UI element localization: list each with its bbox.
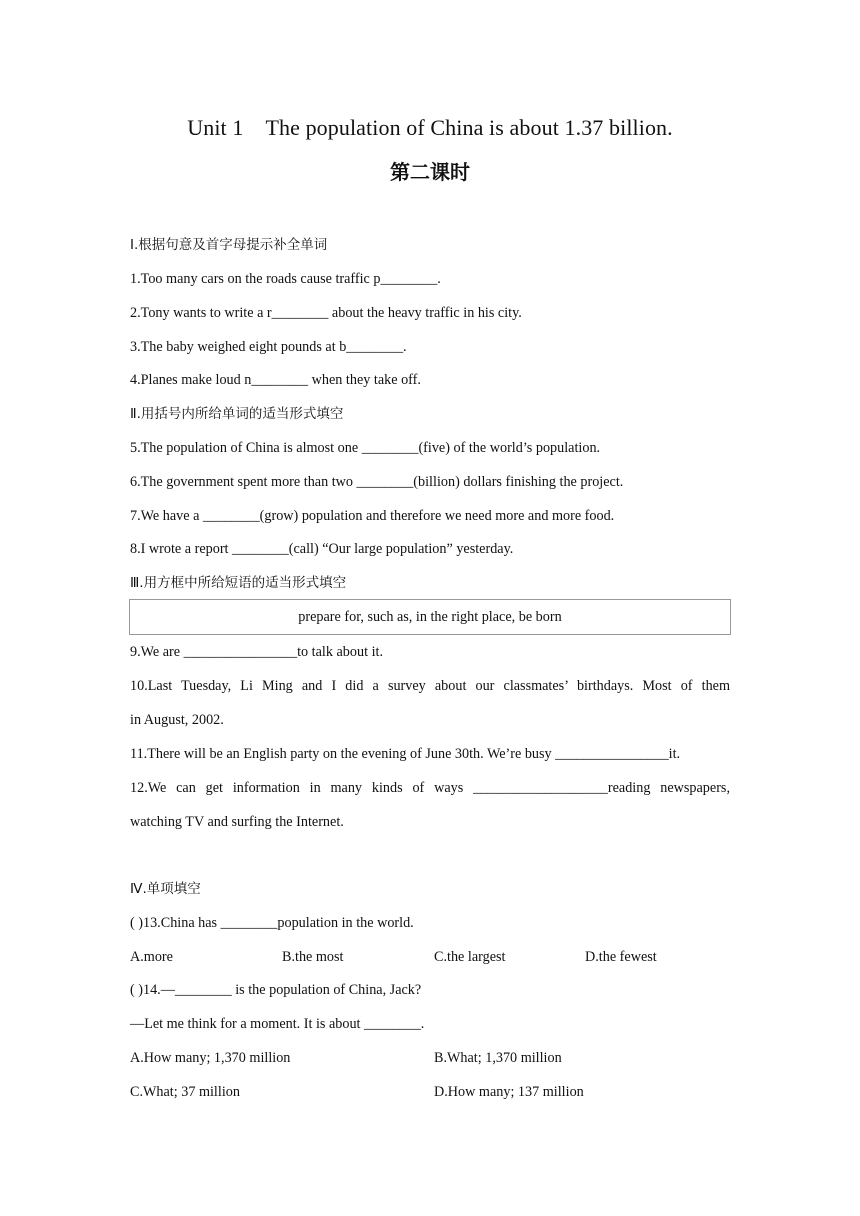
q13-option-d: D.the fewest [585,949,657,965]
question-2: 2.Tony wants to write a r________ about the heavy traffic in his city. [130,305,522,321]
section-4-heading: Ⅳ.单项填空 [130,881,201,897]
section-3-heading: Ⅲ.用方框中所给短语的适当形式填空 [130,575,347,591]
q14-option-c: C.What; 37 million [130,1084,240,1100]
q13-option-b: B.the most [282,949,344,965]
question-3: 3.The baby weighed eight pounds at b________. [130,339,407,355]
q14-option-a: A.How many; 1,370 million [130,1050,291,1066]
question-6: 6.The government spent more than two ________(billion) dollars finishing the project. [130,474,624,490]
question-10-line-1: 10.Last Tuesday, Li Ming and I did a survey about our classmates’ birthdays. Most of them [130,678,730,694]
question-10-line-2: in August, 2002. [130,712,224,728]
q14-option-d: D.How many; 137 million [434,1084,584,1100]
page-title [0,112,860,144]
unit-title: The population of China is about 1.37 billion. [265,115,673,140]
question-1: 1.Too many cars on the roads cause traffic p________. [130,271,441,287]
lesson-subtitle: 第二课时 [390,160,470,184]
question-14: ( )14.—________ is the population of China, Jack? [130,982,422,998]
question-4: 4.Planes make loud n________ when they take off. [130,372,421,388]
question-12-line-1: 12.We can get information in many kinds of ways ___________________reading newspapers, [130,780,730,796]
question-5: 5.The population of China is almost one ________(five) of the world’s population. [130,440,601,456]
question-9: 9.We are ________________to talk about it. [130,644,384,660]
unit-label: Unit 1 [187,115,244,140]
question-13: ( )13.China has ________population in the world. [130,915,414,931]
phrase-box: prepare for, such as, in the right place, be born [129,599,731,635]
q13-option-c: C.the largest [434,949,506,965]
section-1-heading: Ⅰ.根据句意及首字母提示补全单词 [130,237,328,253]
question-8: 8.I wrote a report ________(call) “Our large population” yesterday. [130,541,514,557]
question-7: 7.We have a ________(grow) population and therefore we need more and more food. [130,508,615,524]
question-14-reply: —Let me think for a moment. It is about ________. [130,1016,425,1032]
question-12-line-2: watching TV and surfing the Internet. [130,814,344,830]
q13-option-a: A.more [130,949,173,965]
question-11: 11.There will be an English party on the evening of June 30th. We’re busy ________________it. [130,746,681,762]
q14-option-b: B.What; 1,370 million [434,1050,562,1066]
section-2-heading: Ⅱ.用括号内所给单词的适当形式填空 [130,406,344,422]
